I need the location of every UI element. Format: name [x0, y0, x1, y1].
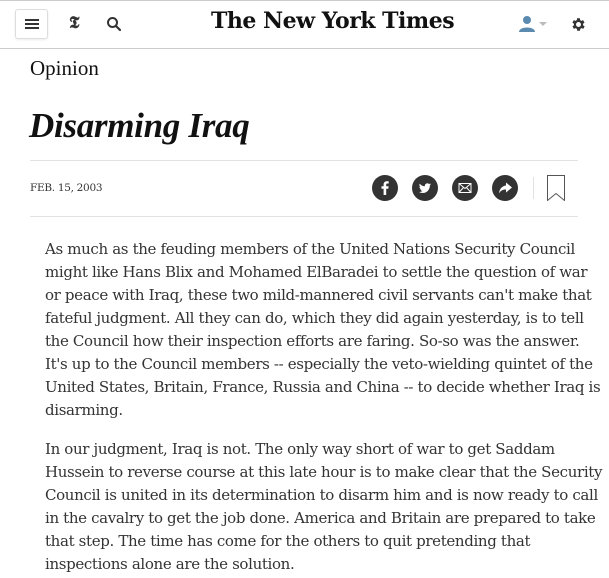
twitter-share-button[interactable] [412, 175, 438, 201]
text-line: In our judgment, Iraq is not. The only way short of war to get Saddam [45, 440, 555, 458]
text-line: fateful judgment. All they can do, which they did again yesterday, is to tell [45, 309, 584, 327]
site-header [0, 1, 609, 49]
facebook-icon [372, 175, 398, 201]
share-icon [492, 175, 518, 201]
menu-button[interactable] [15, 9, 48, 39]
email-share-button[interactable] [452, 175, 478, 201]
text-line: in the cavalry to get the job done. America and Britain are prepared to take [45, 509, 596, 527]
search-icon[interactable] [106, 16, 122, 32]
twitter-icon [412, 175, 438, 201]
chevron-down-icon[interactable] [539, 22, 547, 26]
text-line: or peace with Iraq, these two mild-mannered civil servants can't make that [45, 286, 592, 304]
text-line: Council is united in its determination to disarm him and is now ready to call [45, 486, 598, 504]
gear-icon[interactable] [570, 16, 587, 33]
bookmark-icon[interactable] [547, 175, 565, 201]
text-line: As much as the feuding members of the United Nations Security Council [45, 240, 575, 258]
text-line: that step. The time has come for the others to quit pretending that [45, 532, 531, 550]
hamburger-line [25, 23, 39, 25]
hamburger-line [25, 27, 39, 29]
text-line: United States, Britain, France, Russia and China -- to decide whether Iraq is [45, 378, 601, 396]
more-share-button[interactable] [492, 175, 518, 201]
user-icon[interactable] [518, 15, 536, 33]
article-date: FEB. 15, 2003 [30, 182, 103, 194]
article-paragraph [45, 238, 600, 422]
text-line: It's up to the Council members -- especially the veto-wielding quintet of the [45, 355, 593, 373]
text-line: inspections alone are the solution. [45, 555, 295, 573]
article-headline: Disarming Iraq [29, 106, 250, 145]
t-logo-icon[interactable]: 𝕿 [69, 13, 80, 33]
text-line: might like Hans Blix and Mohamed ElBaradei to settle the question of war [45, 263, 588, 281]
text-line: disarming. [45, 401, 123, 419]
share-divider [533, 177, 534, 199]
hamburger-menu-icon [25, 19, 39, 21]
facebook-share-button[interactable] [372, 175, 398, 201]
masthead-logo[interactable]: The New York Times [211, 8, 455, 34]
divider [30, 160, 578, 161]
section-label[interactable]: Opinion [30, 56, 99, 80]
divider [30, 216, 578, 217]
text-line: Hussein to reverse course at this late hour is to make clear that the Security [45, 463, 603, 481]
text-line: the Council how their inspection efforts are faring. So-so was the answer. [45, 332, 580, 350]
email-icon [452, 175, 478, 201]
article-paragraph [45, 438, 602, 576]
